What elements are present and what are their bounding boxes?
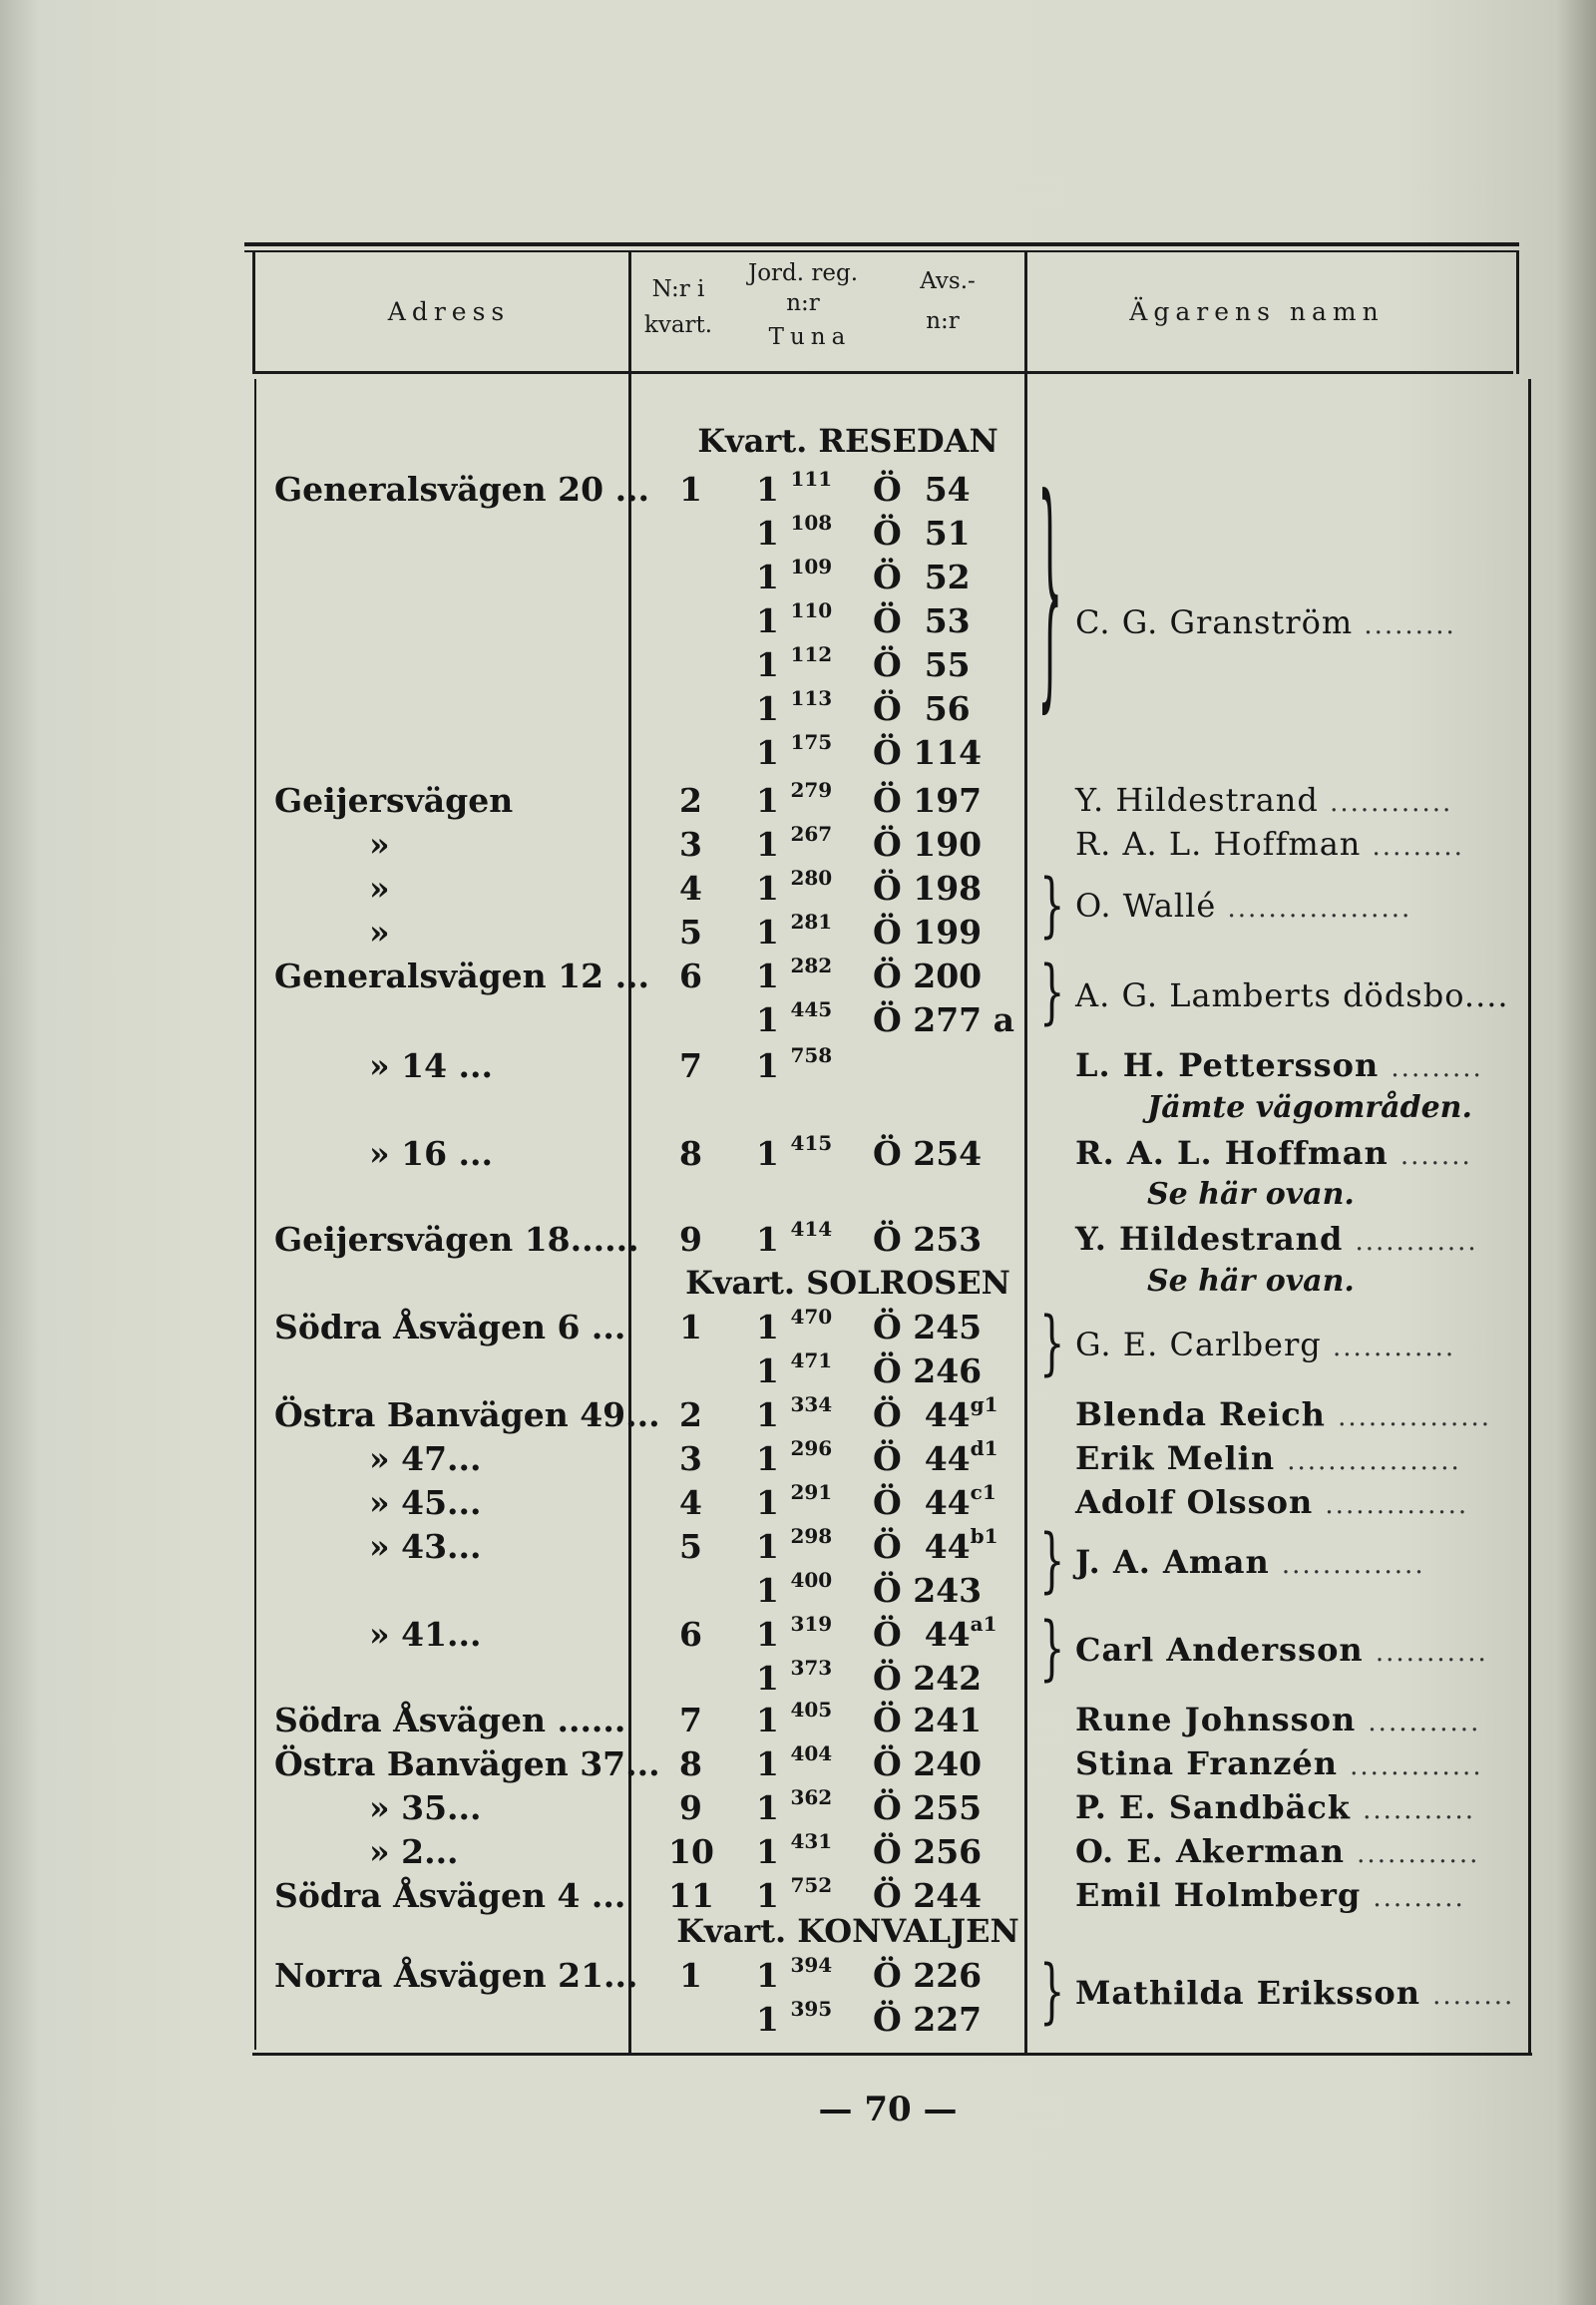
jord-reg-number — [756, 1043, 833, 1085]
owner-granstrom-text: C. G. Granström — [1075, 603, 1354, 641]
jord-reg-main: 1 — [756, 1439, 779, 1478]
jord-reg-sup: 470 — [790, 1305, 833, 1329]
jord-reg-sup: 291 — [790, 1480, 833, 1504]
jord-reg-sup: 279 — [790, 778, 833, 802]
jord-reg-main: 1 — [756, 1308, 779, 1346]
jord-reg-number — [756, 954, 833, 995]
avs-main: Ö 245 — [873, 1308, 983, 1346]
avs-main: Ö 44 — [873, 1615, 971, 1654]
owner-holmberg-text: Emil Holmberg — [1075, 1876, 1362, 1914]
avs-number — [873, 514, 971, 553]
avs-sup: d1 — [970, 1436, 998, 1460]
owner-akerman: O. E. Akerman ............ — [1075, 1832, 1480, 1870]
kvarter-number: 8 — [679, 1134, 702, 1173]
avs-main: Ö 244 — [873, 1876, 983, 1915]
avs-main: Ö 246 — [873, 1351, 983, 1390]
avs-main: Ö 197 — [873, 781, 983, 820]
avs-main: Ö 256 — [873, 1832, 983, 1871]
avs-main: Ö 190 — [873, 825, 983, 864]
note-se-1: Se här ovan. — [1147, 1177, 1355, 1212]
jord-reg-sup: 752 — [790, 1873, 833, 1897]
avs-number — [873, 689, 971, 728]
jord-reg-number — [756, 1392, 833, 1434]
owner-eriksson: Mathilda Eriksson ........ — [1075, 1974, 1515, 2012]
avs-main: Ö 240 — [873, 1744, 983, 1783]
jord-reg-sup: 415 — [790, 1131, 833, 1155]
owner-franzen: Stina Franzén ............. — [1075, 1744, 1483, 1782]
address-cell: » — [369, 869, 390, 908]
section-konvaljen: Kvart. KONVALJEN — [676, 1912, 1019, 1950]
owner-hoffman-2-text: R. A. L. Hoffman — [1075, 1134, 1389, 1172]
jord-reg-main: 1 — [756, 1571, 779, 1610]
jord-reg-main: 1 — [756, 869, 779, 908]
avs-number — [873, 1701, 983, 1739]
jord-reg-number — [756, 1436, 833, 1478]
avs-main: Ö 52 — [873, 558, 971, 596]
owner-hoffman-2: R. A. L. Hoffman ....... — [1075, 1134, 1472, 1172]
jord-reg-main: 1 — [756, 1788, 779, 1827]
avs-number — [873, 558, 971, 596]
header-jord-nr: n:r — [786, 290, 820, 316]
jord-reg-sup: 113 — [790, 686, 833, 710]
kvarter-number: 5 — [679, 1527, 702, 1566]
jord-reg-number — [756, 1348, 833, 1390]
brace-aman: } — [1039, 1520, 1065, 1602]
kvarter-number: 9 — [679, 1788, 702, 1827]
page-number: — 70 — — [818, 2090, 958, 2129]
avs-number — [873, 1659, 983, 1698]
jord-reg-sup: 111 — [790, 467, 833, 491]
avs-main: Ö 200 — [873, 957, 983, 995]
jord-reg-sup: 281 — [790, 910, 833, 934]
kvarter-number: 9 — [679, 1220, 702, 1259]
owner-pettersson: L. H. Pettersson ......... — [1075, 1046, 1483, 1084]
avs-number — [873, 1392, 998, 1434]
kvarter-number: 3 — [679, 825, 702, 864]
right-border — [1516, 252, 1519, 374]
brace-eriksson: } — [1039, 1951, 1065, 2033]
owner-walle: O. Wallé .................. — [1075, 887, 1412, 925]
owner-lamberts: A. G. Lamberts dödsbo.... — [1075, 976, 1509, 1014]
jord-reg-sup: 334 — [790, 1392, 833, 1416]
jord-reg-number — [756, 1217, 833, 1259]
jord-reg-number — [756, 1698, 833, 1739]
address-cell: » — [369, 825, 390, 864]
avs-number — [873, 825, 983, 864]
address-cell: » 14 ... — [369, 1046, 493, 1085]
avs-main: Ö 114 — [873, 733, 983, 772]
avs-number — [873, 1876, 983, 1915]
owner-olsson: Adolf Olsson .............. — [1075, 1483, 1469, 1521]
owner-hildestrand-2: Y. Hildestrand ............ — [1075, 1220, 1478, 1258]
bottom-rule — [252, 2053, 1532, 2056]
jord-reg-number — [756, 910, 833, 952]
avs-number — [873, 1220, 983, 1259]
kvarter-number: 7 — [679, 1701, 702, 1739]
jord-reg-main: 1 — [756, 1876, 779, 1915]
jord-reg-main: 1 — [756, 470, 779, 509]
jord-reg-main: 1 — [756, 2000, 779, 2039]
avs-main: Ö 53 — [873, 601, 971, 640]
address-cell: » 47... — [369, 1439, 482, 1478]
header-tuna: Tuna — [768, 324, 852, 350]
left-border — [252, 252, 255, 374]
owner-sandback: P. E. Sandbäck ........... — [1075, 1788, 1476, 1826]
kvarter-number: 4 — [679, 869, 702, 908]
owner-aman-text: J. A. Aman — [1075, 1543, 1270, 1581]
jord-reg-sup: 414 — [790, 1217, 833, 1241]
jord-reg-sup: 394 — [790, 1953, 833, 1977]
avs-number — [873, 470, 971, 509]
avs-main: Ö 198 — [873, 869, 983, 908]
jord-reg-main: 1 — [756, 825, 779, 864]
avs-number — [873, 1956, 983, 1995]
owner-reich: Blenda Reich ............... — [1075, 1395, 1492, 1433]
avs-number — [873, 1351, 983, 1390]
owner-melin-text: Erik Melin — [1075, 1439, 1276, 1477]
avs-number — [873, 1524, 998, 1566]
jord-reg-number — [756, 822, 833, 864]
avs-main: Ö 254 — [873, 1134, 983, 1173]
jord-reg-main: 1 — [756, 1659, 779, 1698]
jord-reg-sup: 282 — [790, 954, 833, 977]
kvarter-number: 1 — [679, 1308, 702, 1346]
jord-reg-number — [756, 1829, 833, 1871]
jord-reg-main: 1 — [756, 1832, 779, 1871]
jord-reg-sup: 445 — [790, 997, 833, 1021]
owner-melin: Erik Melin ................. — [1075, 1439, 1461, 1477]
header-agarens-namn: Ägarens namn — [1129, 297, 1385, 326]
avs-number — [873, 869, 983, 908]
avs-sup: a1 — [970, 1612, 998, 1636]
header-nr-i: N:r i — [651, 276, 705, 302]
avs-number — [873, 733, 983, 772]
jord-reg-sup: 373 — [790, 1656, 833, 1680]
jord-reg-number — [756, 467, 833, 509]
top-rule-thick — [244, 242, 1519, 246]
jord-reg-sup: 108 — [790, 511, 833, 535]
brace-granstrom: } — [1037, 452, 1063, 737]
left-border-body — [254, 379, 256, 2050]
address-cell: » 2... — [369, 1832, 459, 1871]
jord-reg-main: 1 — [756, 601, 779, 640]
jord-reg-number — [756, 511, 833, 553]
jord-reg-sup: 319 — [790, 1612, 833, 1636]
avs-main: Ö 277 a — [873, 1000, 1014, 1039]
avs-main: Ö 55 — [873, 645, 971, 684]
kvarter-number: 6 — [679, 957, 702, 995]
owner-johnsson: Rune Johnsson ........... — [1075, 1701, 1481, 1738]
avs-sup: g1 — [970, 1392, 998, 1416]
owner-andersson-text: Carl Andersson — [1075, 1631, 1364, 1669]
jord-reg-main: 1 — [756, 781, 779, 820]
kvarter-number: 8 — [679, 1744, 702, 1783]
jord-reg-main: 1 — [756, 514, 779, 553]
owner-sandback-text: P. E. Sandbäck — [1075, 1788, 1351, 1826]
avs-sup: b1 — [970, 1524, 998, 1548]
kvarter-number: 2 — [679, 781, 702, 820]
right-border-body — [1528, 379, 1531, 2053]
top-rule-thin — [244, 250, 1519, 252]
jord-reg-sup: 267 — [790, 822, 833, 846]
jord-reg-sup: 175 — [790, 730, 833, 754]
avs-number — [873, 1744, 983, 1783]
jord-reg-sup: 431 — [790, 1829, 833, 1853]
avs-main: Ö 44 — [873, 1527, 971, 1566]
avs-number — [873, 1308, 983, 1346]
avs-main: Ö 255 — [873, 1788, 983, 1827]
header-jord-reg: Jord. reg. — [747, 260, 859, 286]
jord-reg-main: 1 — [756, 913, 779, 952]
address-cell: Östra Banvägen 49... — [274, 1395, 660, 1434]
avs-main: Ö 226 — [873, 1956, 983, 1995]
jord-reg-main: 1 — [756, 1046, 779, 1085]
jord-reg-number — [756, 1741, 833, 1783]
address-cell: Geijersvägen 18...... — [274, 1220, 639, 1259]
address-cell: Östra Banvägen 37... — [274, 1744, 660, 1783]
avs-number — [873, 645, 971, 684]
jord-reg-number — [756, 1997, 833, 2039]
address-cell: Södra Åsvägen 6 ... — [274, 1308, 626, 1346]
jord-reg-sup: 110 — [790, 598, 833, 622]
jord-reg-main: 1 — [756, 689, 779, 728]
jord-reg-number — [756, 686, 833, 728]
avs-main: Ö 243 — [873, 1571, 983, 1610]
avs-number — [873, 913, 983, 952]
address-cell: » 16 ... — [369, 1134, 493, 1173]
jord-reg-number — [756, 866, 833, 908]
address-cell: » — [369, 913, 390, 952]
address-cell: » 35... — [369, 1788, 482, 1827]
jord-reg-number — [756, 1131, 833, 1173]
jord-reg-number — [756, 1612, 833, 1654]
jord-reg-main: 1 — [756, 1134, 779, 1173]
avs-main: Ö 54 — [873, 470, 971, 509]
avs-main: Ö 199 — [873, 913, 983, 952]
kvarter-number: 1 — [679, 470, 702, 509]
col-divider-2 — [1024, 252, 1027, 2053]
owner-holmberg: Emil Holmberg ......... — [1075, 1876, 1465, 1914]
jord-reg-sup: 405 — [790, 1698, 833, 1722]
jord-reg-number — [756, 997, 833, 1039]
jord-reg-number — [756, 1524, 833, 1566]
avs-number — [873, 1571, 983, 1610]
jord-reg-number — [756, 1305, 833, 1346]
avs-main: Ö 51 — [873, 514, 971, 553]
avs-main: Ö 253 — [873, 1220, 983, 1259]
header-bottom-rule — [254, 371, 1513, 374]
address-cell: Geijersvägen — [274, 781, 514, 820]
address-cell: Generalsvägen 12 ... — [274, 957, 650, 995]
jord-reg-sup: 395 — [790, 1997, 833, 2021]
jord-reg-main: 1 — [756, 1483, 779, 1522]
jord-reg-main: 1 — [756, 1351, 779, 1390]
avs-number — [873, 1612, 998, 1654]
jord-reg-number — [756, 778, 833, 820]
header-adress: Adress — [387, 297, 511, 326]
owner-pettersson-text: L. H. Pettersson — [1075, 1046, 1380, 1084]
jord-reg-number — [756, 555, 833, 596]
avs-number — [873, 1788, 983, 1827]
jord-reg-main: 1 — [756, 1744, 779, 1783]
owner-akerman-text: O. E. Akerman — [1075, 1832, 1346, 1870]
jord-reg-number — [756, 642, 833, 684]
owner-carlberg: G. E. Carlberg ............ — [1075, 1326, 1456, 1363]
avs-main: Ö 241 — [873, 1701, 983, 1739]
avs-main: Ö 56 — [873, 689, 971, 728]
note-jamte: Jämte vägområden. — [1147, 1090, 1472, 1125]
jord-reg-number — [756, 1785, 833, 1827]
brace-carlberg: } — [1039, 1303, 1065, 1384]
jord-reg-sup: 362 — [790, 1785, 833, 1809]
jord-reg-sup: 404 — [790, 1741, 833, 1765]
jord-reg-main: 1 — [756, 1615, 779, 1654]
jord-reg-main: 1 — [756, 1220, 779, 1259]
avs-number — [873, 1832, 983, 1871]
avs-main: Ö 44 — [873, 1483, 971, 1522]
jord-reg-main: 1 — [756, 1395, 779, 1434]
avs-main: Ö 44 — [873, 1395, 971, 1434]
owner-franzen-text: Stina Franzén — [1075, 1744, 1338, 1782]
brace-walle: } — [1039, 865, 1065, 947]
avs-number — [873, 601, 971, 640]
jord-reg-main: 1 — [756, 645, 779, 684]
avs-number — [873, 957, 983, 995]
section-resedan: Kvart. RESEDAN — [697, 422, 998, 460]
jord-reg-number — [756, 1568, 833, 1610]
address-cell: Norra Åsvägen 21... — [274, 1956, 638, 1995]
kvarter-number: 11 — [668, 1876, 714, 1915]
owner-reich-text: Blenda Reich — [1075, 1395, 1326, 1433]
kvarter-number: 6 — [679, 1615, 702, 1654]
jord-reg-main: 1 — [756, 558, 779, 596]
address-cell: » 45... — [369, 1483, 482, 1522]
section-solrosen: Kvart. SOLROSEN — [685, 1264, 1010, 1302]
avs-main: Ö 227 — [873, 2000, 983, 2039]
header-avs: Avs.- — [920, 268, 976, 294]
jord-reg-main: 1 — [756, 1956, 779, 1995]
avs-number — [873, 1134, 983, 1173]
jord-reg-main: 1 — [756, 1701, 779, 1739]
kvarter-number: 3 — [679, 1439, 702, 1478]
owner-andersson: Carl Andersson ........... — [1075, 1631, 1488, 1669]
header-kvart: kvart. — [643, 312, 713, 338]
avs-number — [873, 781, 983, 820]
owner-walle-text: O. Wallé — [1075, 887, 1217, 925]
jord-reg-sup: 296 — [790, 1436, 833, 1460]
kvarter-number: 10 — [668, 1832, 714, 1871]
brace-andersson: } — [1039, 1608, 1065, 1690]
avs-number — [873, 1436, 998, 1478]
owner-hoffman: R. A. L. Hoffman ......... — [1075, 825, 1464, 863]
jord-reg-number — [756, 1480, 833, 1522]
owner-hildestrand-text: Y. Hildestrand — [1075, 781, 1319, 819]
address-cell: Södra Åsvägen ...... — [274, 1701, 626, 1739]
jord-reg-sup: 109 — [790, 555, 833, 578]
jord-reg-main: 1 — [756, 957, 779, 995]
owner-johnsson-text: Rune Johnsson — [1075, 1701, 1357, 1738]
jord-reg-sup: 280 — [790, 866, 833, 890]
jord-reg-sup: 758 — [790, 1043, 833, 1067]
owner-carlberg-text: G. E. Carlberg — [1075, 1326, 1322, 1363]
avs-main: Ö 44 — [873, 1439, 971, 1478]
owner-hildestrand: Y. Hildestrand ............ — [1075, 781, 1453, 819]
jord-reg-main: 1 — [756, 1527, 779, 1566]
address-cell: Generalsvägen 20 ... — [274, 470, 650, 509]
jord-reg-sup: 298 — [790, 1524, 833, 1548]
header-avs-nr: n:r — [926, 308, 960, 334]
kvarter-number: 2 — [679, 1395, 702, 1434]
avs-sup: c1 — [970, 1480, 997, 1504]
owner-hoffman-text: R. A. L. Hoffman — [1075, 825, 1362, 863]
note-se-2: Se här ovan. — [1147, 1264, 1355, 1299]
address-cell: » 43... — [369, 1527, 482, 1566]
jord-reg-sup: 471 — [790, 1348, 833, 1372]
address-cell: » 41... — [369, 1615, 482, 1654]
avs-number — [873, 1480, 997, 1522]
jord-reg-number — [756, 1656, 833, 1698]
owner-granstrom: C. G. Granström ......... — [1075, 603, 1456, 641]
jord-reg-number — [756, 1873, 833, 1915]
owner-eriksson-text: Mathilda Eriksson — [1075, 1974, 1420, 2012]
jord-reg-sup: 112 — [790, 642, 833, 666]
avs-number — [873, 1000, 1014, 1039]
owner-aman: J. A. Aman .............. — [1075, 1543, 1425, 1581]
avs-number — [873, 2000, 983, 2039]
jord-reg-number — [756, 598, 833, 640]
kvarter-number: 5 — [679, 913, 702, 952]
kvarter-number: 7 — [679, 1046, 702, 1085]
jord-reg-main: 1 — [756, 733, 779, 772]
kvarter-number: 1 — [679, 1956, 702, 1995]
jord-reg-number — [756, 1953, 833, 1995]
kvarter-number: 4 — [679, 1483, 702, 1522]
brace-lamberts: } — [1039, 952, 1065, 1033]
jord-reg-number — [756, 730, 833, 772]
jord-reg-main: 1 — [756, 1000, 779, 1039]
owner-olsson-text: Adolf Olsson — [1075, 1483, 1314, 1521]
jord-reg-sup: 400 — [790, 1568, 833, 1592]
avs-main: Ö 242 — [873, 1659, 983, 1698]
owner-hildestrand-2-text: Y. Hildestrand — [1075, 1220, 1344, 1258]
address-cell: Södra Åsvägen 4 ... — [274, 1876, 626, 1915]
